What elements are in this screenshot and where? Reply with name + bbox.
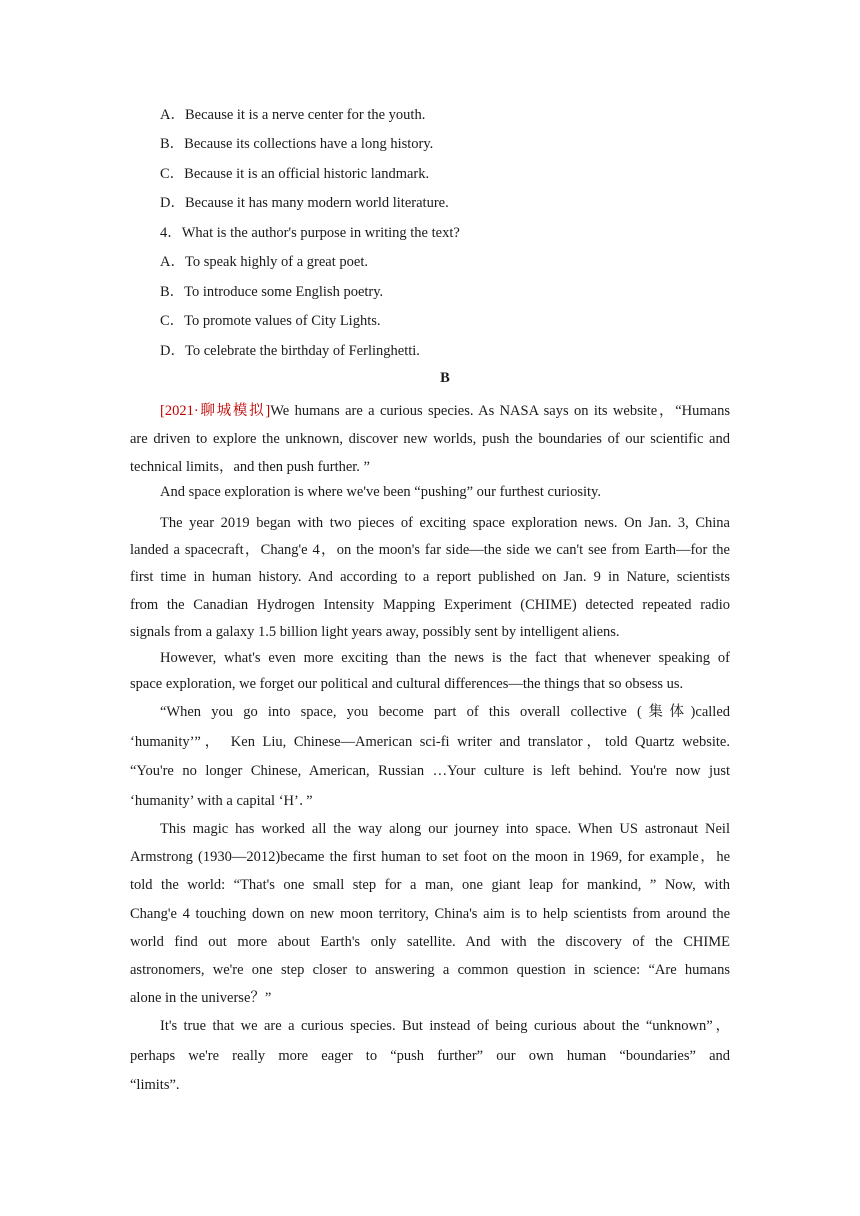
paragraph-6-line-3: told the world: “That's one small step for a man, one giant leap for mankind, ” Now, with [130, 877, 730, 894]
paragraph-4-line-2: space exploration, we forget our political and cultural differences—the things that so obsess us. [130, 676, 684, 692]
paragraph-3-line-1: The year 2019 began with two pieces of exciting space exploration news. On Jan. 3, China [160, 515, 730, 531]
paragraph-7-line-3: “limits”. [130, 1077, 180, 1093]
paragraph-3 [130, 510, 730, 646]
paragraph-5 [130, 698, 730, 816]
paragraph-1-line-1: [2021·聊城模拟]We humans are a curious species. As NASA says on its website，“Humans [160, 403, 730, 419]
option-3d: D．Because it has many modern world literature. [160, 195, 449, 211]
paragraph-1-line-3: technical limits，and then push further. ” [130, 459, 370, 475]
paragraph-5-line-1: “When you go into space, you become part of this overall collective (集体)called [160, 704, 730, 720]
paragraph-3-line-3: first time in human history. And according to a report published on Jan. 9 in Nature, scientists [130, 569, 730, 586]
paragraph-6-line-7: alone in the universe？” [130, 990, 272, 1007]
paragraph-5-line-4: ‘humanity’ with a capital ‘H’．” [130, 792, 313, 809]
paragraph-6 [130, 815, 730, 1012]
paragraph-6-line-6: astronomers, we're one step closer to answering a common question in science: “Are humans [130, 962, 730, 979]
option-4d: D．To celebrate the birthday of Ferlinghetti. [160, 343, 420, 359]
paragraph-1-line-2: are driven to explore the unknown, discover new worlds, push the boundaries of our scientific and [130, 431, 730, 447]
source-tag: [2021·聊城模拟] [160, 403, 271, 419]
paragraph-4-line-1: However, what's even more exciting than the news is the fact that whenever speaking of [160, 650, 730, 666]
paragraph-4 [130, 645, 730, 697]
paragraph-5-line-2: ‘humanity’”， Ken Liu, Chinese—American sci-fi writer and translator，told Quartz website. [130, 733, 730, 750]
option-3c: C．Because it is an official historic landmark. [160, 166, 430, 182]
question-4: 4．What is the author's purpose in writing the text? [160, 225, 460, 241]
section-heading: B [440, 370, 450, 386]
option-3b: B．Because its collections have a long history. [160, 136, 434, 152]
paragraph-6-line-1: This magic has worked all the way along our journey into space. When US astronaut Neil [160, 821, 730, 837]
paragraph-6-line-4: Chang'e 4 touching down on new moon territory, China's aim is to help scientists from around the [130, 905, 730, 922]
paragraph-7-line-1: It's true that we are a curious species. But instead of being curious about the “unknown”， [160, 1018, 730, 1034]
option-4b: B．To introduce some English poetry. [160, 284, 384, 300]
paragraph-6-line-2: Armstrong (1930—2012)became the first human to set foot on the moon in 1969, for example，he [130, 849, 730, 866]
paragraph-6-line-5: world find out more about Earth's only satellite. And with the discovery of the CHIME [130, 933, 730, 950]
paragraph-7 [130, 1012, 730, 1101]
paragraph-7-line-2: perhaps we're really more eager to “push further” our own human “boundaries” and [130, 1047, 730, 1064]
option-4a: A．To speak highly of a great poet. [160, 254, 368, 270]
paragraph-2 [130, 482, 730, 502]
paragraph-3-line-2: landed a spacecraft，Chang'e 4，on the moon's far side—the side we can't see from Earth—for the [130, 542, 730, 559]
paragraph-5-line-3: “You're no longer Chinese, American, Russian …Your culture is left behind. You're now just [130, 763, 730, 779]
paragraph-1 [130, 397, 730, 481]
option-3a: A．Because it is a nerve center for the youth. [160, 107, 426, 123]
paragraph-2-line-1: And space exploration is where we've been “pushing” our furthest curiosity. [160, 484, 601, 500]
paragraph-3-line-4: from the Canadian Hydrogen Intensity Mapping Experiment (CHIME) detected repeated radio [130, 596, 730, 613]
paragraph-3-line-5: signals from a galaxy 1.5 billion light years away, possibly sent by intelligent aliens. [130, 623, 620, 640]
option-4c: C．To promote values of City Lights. [160, 313, 381, 329]
